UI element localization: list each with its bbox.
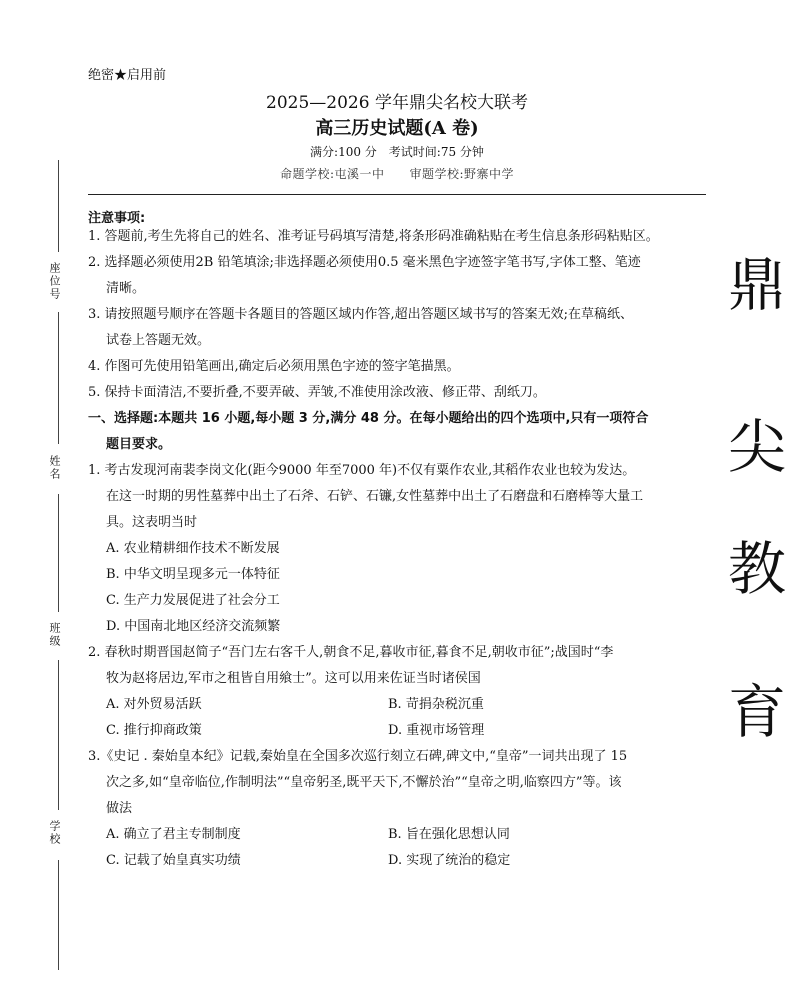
question-stem-continued: 在这一时期的男性墓葬中出土了石斧、石铲、石镰,女性墓葬中出土了石磨盘和石磨棒等大量工 <box>106 489 644 504</box>
binding-line <box>58 660 59 810</box>
note-item-continued: 试卷上答题无效。 <box>106 333 211 348</box>
option-a: A. 农业精耕细作技术不断发展 <box>106 541 280 556</box>
option-row <box>88 848 706 874</box>
notes-title: 注意事项: <box>88 211 146 226</box>
option-row <box>88 692 706 718</box>
watermark-char: 教 <box>728 535 787 603</box>
note-item: 3. 请按照题号顺序在答题卡各题目的答题区域内作答,超出答题区域书写的答案无效;在草稿纸、 <box>88 307 634 322</box>
option-d: D. 中国南北地区经济交流频繁 <box>106 619 281 634</box>
option-b: B. 旨在强化思想认同 <box>388 827 510 842</box>
note-item: 2. 选择题必须使用2B 铅笔填涂;非选择题必须使用0.5 毫米黑色字迹签字笔书写,字体工整、笔迹 <box>88 255 641 270</box>
exam-content <box>88 224 706 874</box>
binding-line <box>58 860 59 970</box>
question-stem-continued: 牧为赵将居边,军市之租皆自用飨士”。这可以用来佐证当时诸侯国 <box>106 671 481 686</box>
binding-line <box>58 312 59 444</box>
side-label-seat: 座位号 <box>48 262 61 301</box>
question-stem: 3.《史记 . 秦始皇本纪》记载,秦始皇在全国多次巡行刻立石碑,碑文中,“皇帝”一词共出现了 15 <box>88 749 628 764</box>
option-c: C. 推行抑商政策 <box>106 723 202 738</box>
option-d: D. 实现了统治的稳定 <box>388 853 511 868</box>
question-stem: 2. 春秋时期晋国赵简子“吾门左右客千人,朝食不足,暮收市征,暮食不足,朝收市征”;战国时“李 <box>88 645 614 660</box>
option-row <box>88 718 706 744</box>
side-label-class: 班级 <box>48 622 61 648</box>
school-info: 命题学校:屯溪一中 审题学校:野寨中学 <box>279 167 515 181</box>
option-a: A. 确立了君主专制制度 <box>106 827 241 842</box>
option-b: B. 苛捐杂税沉重 <box>388 697 484 712</box>
question-stem-continued: 做法 <box>106 801 133 816</box>
exam-name: 2025—2026 学年鼎尖名校大联考 <box>266 93 528 113</box>
option-c: C. 记载了始皇真实功绩 <box>106 853 241 868</box>
option-row <box>88 822 706 848</box>
exam-subject-title: 高三历史试题(A 卷) <box>315 118 479 139</box>
watermark-char: 鼎 <box>728 251 787 319</box>
binding-line <box>58 494 59 612</box>
note-item-continued: 清晰。 <box>106 281 146 296</box>
watermark-char: 尖 <box>728 413 787 481</box>
section-heading: 一、选择题:本题共 16 小题,每小题 3 分,满分 48 分。在每小题给出的四个选项中,只有一项符合 <box>88 411 649 426</box>
note-item: 1. 答题前,考生先将自己的姓名、准考证号码填写清楚,将条形码准确粘贴在考生信息条形码粘贴区。 <box>88 229 659 244</box>
watermark-char: 育 <box>728 678 787 746</box>
option-d: D. 重视市场管理 <box>388 723 485 738</box>
confidential-mark: 绝密★启用前 <box>88 68 167 83</box>
option-a: A. 对外贸易活跃 <box>106 697 202 712</box>
score-time-info: 满分:100 分 考试时间:75 分钟 <box>310 145 484 159</box>
question-stem-continued: 次之多,如“皇帝临位,作制明法”“皇帝躬圣,既平天下,不懈於治”“皇帝之明,临察四方”等。该 <box>106 775 622 790</box>
note-item: 4. 作图可先使用铅笔画出,确定后必须用黑色字迹的签字笔描黑。 <box>88 359 460 374</box>
option-b: B. 中华文明呈现多元一体特征 <box>106 567 280 582</box>
question-stem-continued: 具。这表明当时 <box>106 515 198 530</box>
section-heading-continued: 题目要求。 <box>106 437 172 452</box>
side-label-school: 学校 <box>48 820 61 846</box>
option-c: C. 生产力发展促进了社会分工 <box>106 593 280 608</box>
header-divider <box>88 194 706 195</box>
binding-line <box>58 160 59 252</box>
note-item: 5. 保持卡面清洁,不要折叠,不要弄破、弄皱,不准使用涂改液、修正带、刮纸刀。 <box>88 385 546 400</box>
question-stem: 1. 考古发现河南裴李岗文化(距今9000 年至7000 年)不仅有粟作农业,其稻作农业也较为发达。 <box>88 463 636 478</box>
side-label-name: 姓名 <box>48 455 61 481</box>
